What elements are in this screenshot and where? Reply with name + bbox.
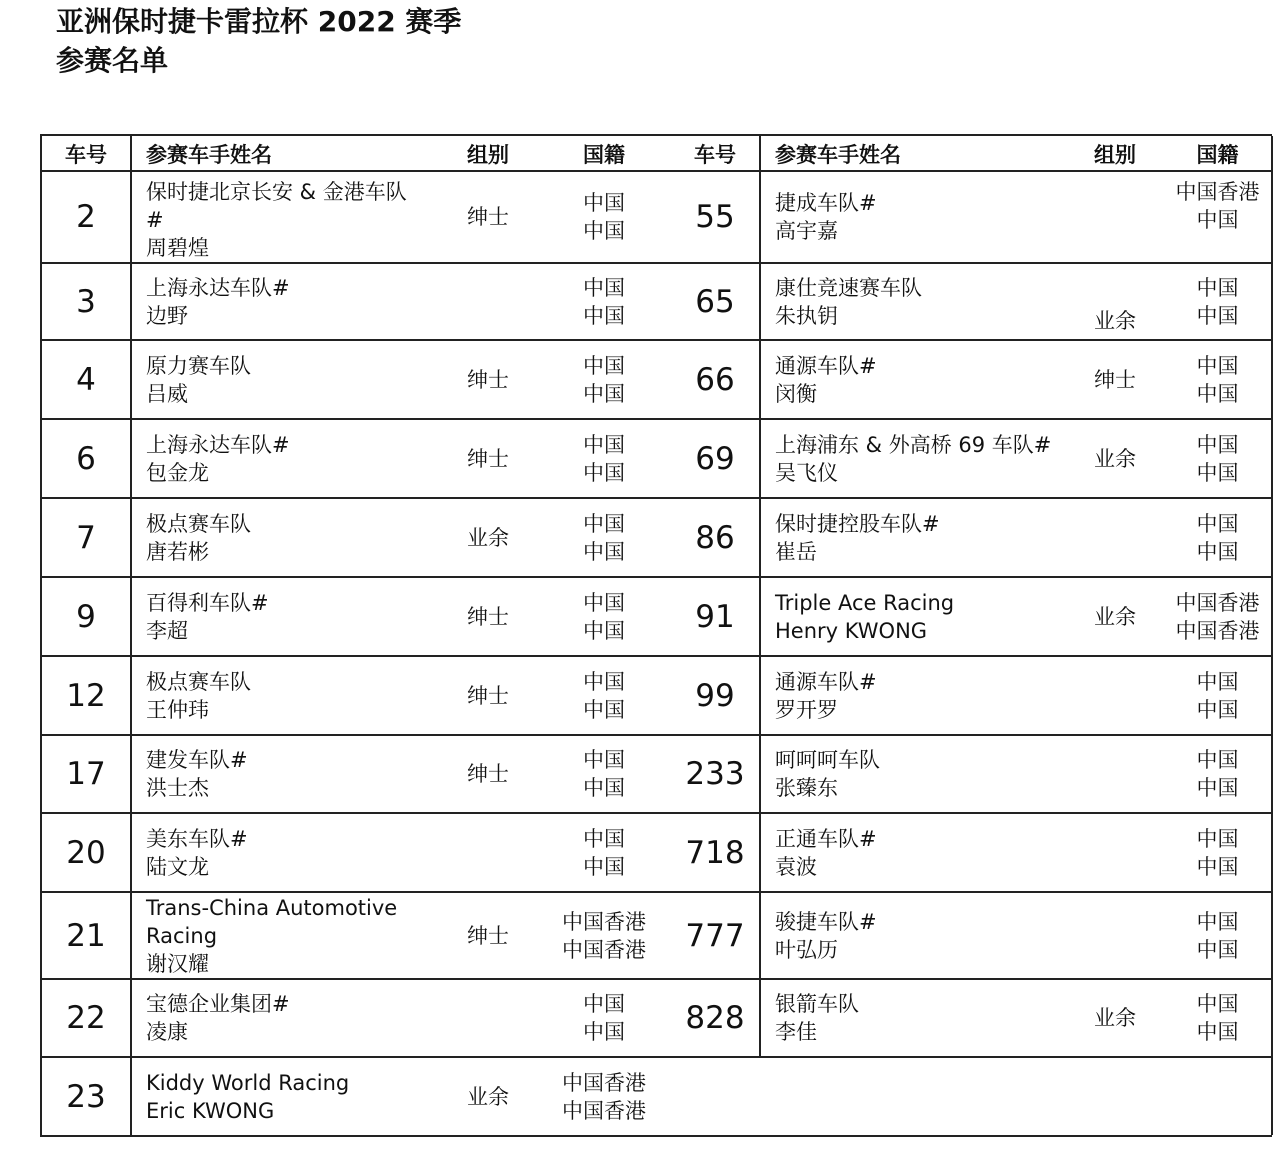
car-number: 3 (76, 283, 96, 320)
team-driver-cell (132, 980, 439, 1056)
group-label: 绅士 (467, 762, 509, 786)
driver-name: 谢汉耀 (146, 951, 209, 976)
car-number: 777 (685, 917, 745, 954)
car-number-cell (42, 172, 132, 262)
entry-list-table (40, 134, 1272, 1137)
car-number: 91 (695, 598, 735, 635)
driver-name: 朱执钥 (775, 303, 838, 328)
car-number: 7 (76, 519, 96, 556)
nationality-team: 中国 (583, 669, 625, 694)
nationality-cell (1164, 736, 1271, 812)
car-number: 718 (685, 834, 745, 871)
car-number: 86 (695, 519, 735, 556)
team-driver-cell (761, 657, 1066, 734)
table-row (671, 420, 1271, 499)
car-number-cell (671, 980, 761, 1056)
driver-name: Henry KWONG (775, 618, 928, 643)
nationality-driver: 中国 (583, 1020, 625, 1044)
header-car-number: 车号 (671, 136, 761, 170)
team-driver-cell (132, 1058, 439, 1135)
group-label: 绅士 (467, 205, 509, 229)
driver-name: 袁波 (775, 854, 817, 879)
driver-name: 崔岳 (775, 539, 817, 564)
group-cell (439, 814, 537, 891)
header-group: 组别 (1094, 143, 1136, 167)
team-driver-cell (761, 893, 1066, 978)
nationality-cell (537, 1058, 671, 1135)
nationality-team: 中国 (583, 353, 625, 378)
driver-name: 张臻东 (775, 776, 838, 800)
team-driver-cell (761, 172, 1066, 262)
car-number-cell (42, 578, 132, 655)
team-driver-cell (132, 341, 439, 418)
nationality-cell (537, 578, 671, 655)
car-number-cell (42, 980, 132, 1056)
group-cell (439, 736, 537, 812)
team-name: 极点赛车队 (146, 669, 251, 694)
group-cell (439, 264, 537, 339)
driver-name: 吴飞仪 (775, 460, 838, 485)
table-row (671, 657, 1271, 736)
car-number-cell (671, 341, 761, 418)
table-row (42, 657, 671, 736)
team-name: 银箭车队 (775, 992, 859, 1016)
car-number-cell (671, 264, 761, 339)
title-line-2: 参赛名单 (56, 44, 169, 77)
team-name: 上海浦东 & 外高桥 69 车队# (775, 432, 1052, 457)
driver-name: 罗开罗 (775, 697, 838, 722)
empty-cell (671, 1058, 1271, 1135)
nationality-team: 中国 (1196, 909, 1239, 934)
team-driver-cell (132, 578, 439, 655)
table-row (671, 341, 1271, 420)
group-cell (1066, 499, 1164, 576)
nationality-driver: 中国 (583, 303, 625, 328)
group-cell (439, 420, 537, 497)
car-number: 20 (66, 834, 106, 871)
nationality-team: 中国 (1196, 826, 1239, 851)
team-name: Kiddy World Racing (146, 1070, 350, 1095)
nationality-team: 中国香港 (562, 909, 646, 934)
nationality-cell (537, 980, 671, 1056)
nationality-driver: 中国 (583, 381, 625, 406)
team-driver-cell (132, 893, 439, 978)
table-row (42, 172, 671, 264)
header-car-number: 车号 (42, 136, 132, 170)
group-cell (1066, 420, 1164, 497)
car-number: 9 (76, 598, 96, 635)
nationality-driver: 中国 (583, 539, 625, 564)
table-row (671, 893, 1271, 980)
nationality-cell (1164, 341, 1271, 418)
group-cell (1066, 893, 1164, 978)
driver-name: 吕威 (146, 381, 188, 406)
group-label: 绅士 (1094, 367, 1136, 392)
nationality-driver: 中国 (1196, 539, 1239, 564)
table-row (671, 736, 1271, 814)
nationality-cell (1164, 578, 1271, 655)
nationality-team: 中国 (583, 992, 625, 1016)
group-cell (439, 578, 537, 655)
nationality-cell (1164, 980, 1271, 1056)
header-driver-name: 参赛车手姓名 (775, 143, 901, 167)
team-name: 通源车队# (775, 353, 877, 378)
car-number-cell (671, 420, 761, 497)
nationality-team: 中国 (1196, 669, 1239, 694)
nationality-driver: 中国 (1196, 208, 1239, 232)
table-row (671, 578, 1271, 657)
table-row (42, 341, 671, 420)
nationality-team: 中国 (583, 826, 625, 851)
car-number: 22 (66, 1000, 106, 1036)
nationality-team: 中国 (583, 191, 625, 215)
group-cell (1066, 172, 1164, 262)
group-cell (1066, 814, 1164, 891)
nationality-team: 中国香港 (1175, 180, 1260, 204)
car-number-cell (42, 341, 132, 418)
entry-list-right-half (671, 136, 1273, 1135)
group-label: 业余 (467, 1084, 509, 1109)
group-cell (1066, 736, 1164, 812)
table-row (42, 980, 671, 1058)
driver-name: 王仲玮 (146, 697, 209, 722)
nationality-driver: 中国 (583, 776, 625, 800)
nationality-team: 中国香港 (1175, 590, 1260, 615)
team-driver-cell (761, 264, 1066, 339)
nationality-driver: 中国 (1196, 460, 1239, 485)
group-cell (439, 657, 537, 734)
car-number-cell (42, 736, 132, 812)
driver-name: 包金龙 (146, 460, 209, 485)
team-driver-cell (132, 657, 439, 734)
nationality-cell (537, 172, 671, 262)
car-number: 21 (66, 917, 106, 954)
group-label: 绅士 (467, 683, 509, 708)
team-name: 正通车队# (775, 826, 877, 851)
nationality-team: 中国 (583, 432, 625, 457)
team-name: Triple Ace Racing (775, 590, 955, 615)
entry-list-left-half (40, 136, 671, 1135)
table-row (42, 578, 671, 657)
table-header-row (671, 136, 1271, 172)
team-name: 宝德企业集团# (146, 992, 290, 1016)
team-name-continued: # (146, 208, 164, 232)
nationality-cell (1164, 420, 1271, 497)
group-label: 业余 (1094, 604, 1136, 629)
car-number-cell (671, 578, 761, 655)
title-line-1: 亚洲保时捷卡雷拉杯 2022 赛季 (56, 5, 462, 38)
document-title (56, 2, 461, 80)
nationality-team: 中国 (583, 748, 625, 772)
table-row (671, 172, 1271, 264)
nationality-team: 中国 (1196, 432, 1239, 457)
car-number-cell (671, 499, 761, 576)
nationality-driver: 中国 (1196, 303, 1239, 328)
table-row (42, 814, 671, 893)
car-number-cell (671, 893, 761, 978)
group-cell (439, 341, 537, 418)
car-number-cell (42, 1058, 132, 1135)
nationality-team: 中国 (1196, 992, 1239, 1016)
table-row (42, 1058, 671, 1135)
car-number: 17 (66, 756, 106, 792)
table-row (42, 893, 671, 980)
nationality-driver: 中国 (583, 219, 625, 243)
car-number: 23 (66, 1078, 106, 1115)
team-name: 保时捷北京长安 & 金港车队 (146, 180, 407, 204)
team-name: 保时捷控股车队# (775, 511, 940, 536)
group-label: 业余 (1094, 1006, 1136, 1030)
group-label: 业余 (1094, 309, 1136, 333)
driver-name: 叶弘历 (775, 937, 838, 962)
nationality-cell (1164, 172, 1271, 262)
header-nationality: 国籍 (1196, 143, 1239, 167)
nationality-team: 中国 (1196, 748, 1239, 772)
nationality-cell (537, 893, 671, 978)
team-name: 骏捷车队# (775, 909, 877, 934)
nationality-driver: 中国 (583, 697, 625, 722)
nationality-driver: 中国香港 (562, 1098, 646, 1123)
car-number-cell (671, 172, 761, 262)
driver-name: 周碧煌 (146, 236, 209, 260)
group-cell (439, 980, 537, 1056)
nationality-driver: 中国 (1196, 697, 1239, 722)
nationality-cell (537, 341, 671, 418)
team-driver-cell (761, 736, 1066, 812)
nationality-team: 中国香港 (562, 1070, 646, 1095)
empty-row (671, 1058, 1271, 1135)
nationality-cell (1164, 499, 1271, 576)
team-name: 美东车队# (146, 826, 248, 851)
team-driver-cell (132, 499, 439, 576)
car-number: 4 (76, 361, 96, 398)
car-number-cell (42, 893, 132, 978)
group-cell (439, 1058, 537, 1135)
nationality-driver: 中国 (583, 618, 625, 643)
car-number-cell (42, 264, 132, 339)
team-name: 上海永达车队# (146, 275, 290, 300)
team-driver-cell (761, 420, 1066, 497)
nationality-driver: 中国 (1196, 854, 1239, 879)
nationality-team: 中国 (583, 590, 625, 615)
nationality-cell (537, 814, 671, 891)
team-name: 上海永达车队# (146, 432, 290, 457)
team-name: 极点赛车队 (146, 511, 251, 536)
header-nationality: 国籍 (583, 143, 625, 167)
group-cell (1066, 578, 1164, 655)
driver-name: 高宇嘉 (775, 219, 838, 243)
table-header-row (42, 136, 671, 172)
nationality-driver: 中国 (1196, 937, 1239, 962)
group-label: 绅士 (467, 923, 509, 948)
table-row (42, 420, 671, 499)
driver-name: 凌康 (146, 1020, 188, 1044)
table-row (671, 980, 1271, 1058)
nationality-driver: 中国 (1196, 776, 1239, 800)
nationality-team: 中国 (1196, 353, 1239, 378)
car-number: 69 (695, 440, 735, 477)
driver-name: 李佳 (775, 1020, 817, 1044)
car-number-cell (42, 499, 132, 576)
team-driver-cell (132, 420, 439, 497)
nationality-cell (537, 264, 671, 339)
driver-name: 边野 (146, 303, 188, 328)
table-row (671, 264, 1271, 341)
nationality-driver: 中国 (1196, 1020, 1239, 1044)
team-driver-cell (761, 499, 1066, 576)
group-label: 绅士 (467, 604, 509, 629)
team-driver-cell (132, 736, 439, 812)
nationality-cell (537, 420, 671, 497)
group-cell (439, 893, 537, 978)
team-driver-cell (761, 980, 1066, 1056)
nationality-driver: 中国香港 (562, 937, 646, 962)
team-driver-cell (761, 341, 1066, 418)
team-name: 建发车队# (146, 748, 248, 772)
car-number-cell (671, 657, 761, 734)
group-label: 绅士 (467, 446, 509, 471)
team-driver-cell (132, 172, 439, 262)
driver-name: 闵衡 (775, 381, 817, 406)
nationality-cell (1164, 814, 1271, 891)
team-name-continued: Racing (146, 923, 218, 948)
car-number-cell (671, 814, 761, 891)
nationality-cell (537, 657, 671, 734)
team-name: 原力赛车队 (146, 353, 251, 378)
group-cell (1066, 341, 1164, 418)
team-name: Trans-China Automotive (146, 895, 398, 920)
team-name: 呵呵呵车队 (775, 748, 880, 772)
team-name: 捷成车队# (775, 191, 877, 215)
header-group: 组别 (467, 143, 509, 167)
table-row (42, 264, 671, 341)
group-label: 业余 (467, 525, 509, 550)
nationality-driver: 中国香港 (1175, 618, 1260, 643)
team-name: 康仕竞速赛车队 (775, 275, 922, 300)
group-label: 业余 (1094, 446, 1136, 471)
car-number-cell (42, 814, 132, 891)
nationality-driver: 中国 (583, 854, 625, 879)
nationality-driver: 中国 (1196, 381, 1239, 406)
group-cell (439, 172, 537, 262)
nationality-team: 中国 (1196, 511, 1239, 536)
team-driver-cell (761, 578, 1066, 655)
car-number-cell (671, 736, 761, 812)
nationality-team: 中国 (1196, 275, 1239, 300)
driver-name: 唐若彬 (146, 539, 209, 564)
car-number: 2 (76, 199, 96, 235)
group-cell (1066, 264, 1164, 339)
driver-name: 洪士杰 (146, 776, 209, 800)
table-row (671, 814, 1271, 893)
car-number-cell (42, 420, 132, 497)
team-name: 百得利车队# (146, 590, 269, 615)
table-row (42, 499, 671, 578)
team-name: 通源车队# (775, 669, 877, 694)
team-driver-cell (132, 264, 439, 339)
driver-name: 李超 (146, 618, 188, 643)
car-number: 66 (695, 361, 735, 398)
car-number: 55 (695, 199, 735, 235)
group-cell (1066, 657, 1164, 734)
car-number: 99 (695, 677, 735, 714)
driver-name: 陆文龙 (146, 854, 209, 879)
nationality-team: 中国 (583, 275, 625, 300)
group-cell (1066, 980, 1164, 1056)
team-driver-cell (132, 814, 439, 891)
team-driver-cell (761, 814, 1066, 891)
driver-name: Eric KWONG (146, 1098, 275, 1123)
nationality-cell (537, 736, 671, 812)
table-row (42, 736, 671, 814)
nationality-team: 中国 (583, 511, 625, 536)
car-number: 65 (695, 283, 735, 320)
nationality-cell (1164, 893, 1271, 978)
nationality-cell (1164, 657, 1271, 734)
nationality-driver: 中国 (583, 460, 625, 485)
table-row (671, 499, 1271, 578)
group-label: 绅士 (467, 367, 509, 392)
header-driver-name: 参赛车手姓名 (146, 143, 272, 167)
car-number: 12 (66, 677, 106, 714)
car-number-cell (42, 657, 132, 734)
nationality-cell (537, 499, 671, 576)
group-cell (439, 499, 537, 576)
car-number: 828 (685, 1000, 745, 1036)
nationality-cell (1164, 264, 1271, 339)
car-number: 6 (76, 440, 96, 477)
car-number: 233 (685, 756, 745, 792)
